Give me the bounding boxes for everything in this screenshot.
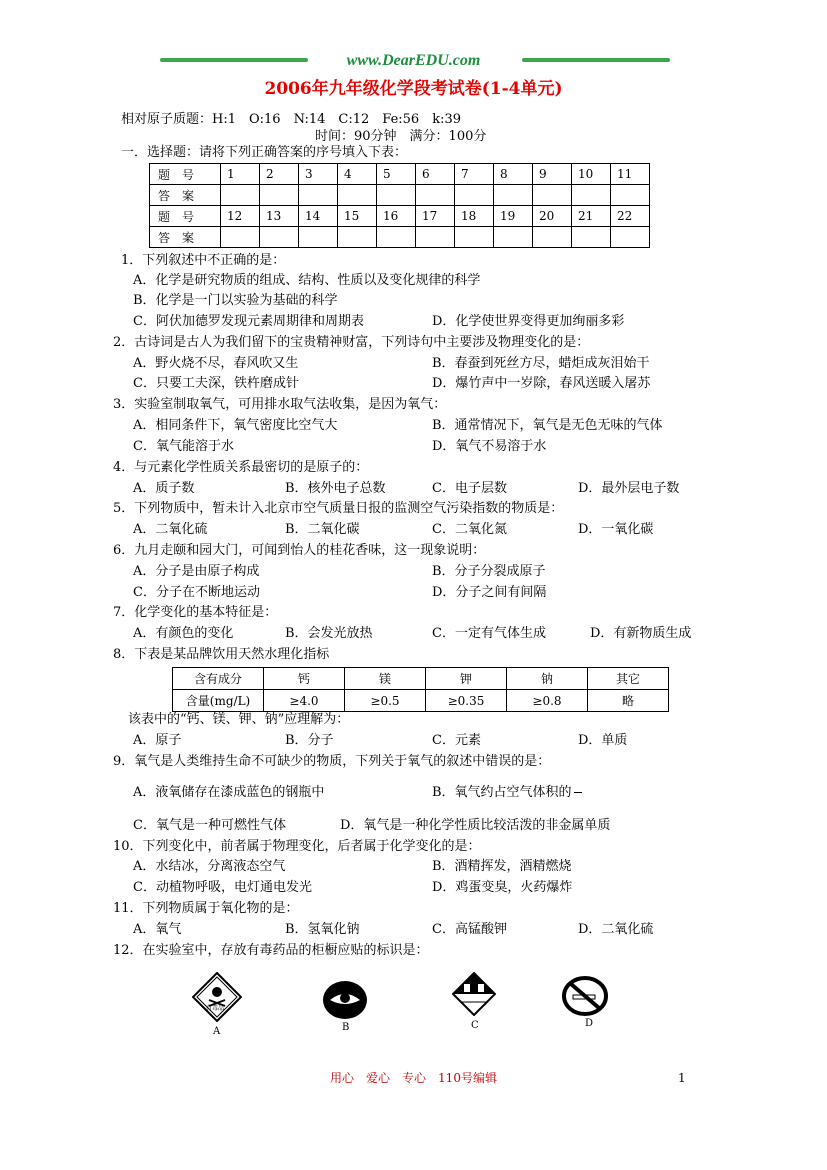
site-url[interactable]: www.DearEDU.com [346,52,481,69]
option: B．分子 [285,733,334,748]
sign-d[interactable] [562,976,610,1034]
question-5: 5．下列物质中，暂未计入北京市空气质量日报的监测空气污染指数的物质是： [113,501,564,516]
option: D．单质 [578,733,628,748]
option: C．电子层数 [432,481,507,496]
option: C．只要工夫深，铁杵磨成针 [133,376,299,391]
question-4: 4．与元素化学性质关系最密切的是原子的： [113,460,369,475]
option: A．质子数 [133,481,195,496]
question-8: 8．下表是某品牌饮用天然水理化指标 [113,647,330,662]
option: C．一定有气体生成 [432,626,546,641]
option: C．二氧化氮 [432,522,507,537]
question-7: 7．化学变化的基本特征是： [113,605,278,620]
option: D．爆竹声中一岁除，春风送暖入屠苏 [432,376,651,391]
water-table [172,667,669,712]
option: D．氧气是一种化学性质比较活泼的非金属单质 [340,818,611,833]
option: D．二氧化硫 [578,922,654,937]
option: D．化学使世界变得更加绚丽多彩 [432,314,625,329]
table-row [150,185,650,206]
table-row: 答 案 [150,227,650,248]
table-row: 含有成分 钙 镁 钾 钠 其它 [173,668,669,690]
option: B．氢氧化钠 [285,922,360,937]
option: B．化学是一门以实验为基础的科学 [133,293,338,308]
question-3: 3．实验室制取氧气，可用排水取气法收集，是因为氧气： [113,397,447,412]
sign-d-label: D [585,1018,594,1029]
option: C．氧气能溶于水 [133,439,234,454]
question-1: 1．下列叙述中不正确的是： [121,253,286,268]
option: B．分子分裂成原子 [432,564,546,579]
question-8-stem: 该表中的“钙、镁、钾、钠”应理解为： [128,712,350,727]
option: C．分子在不断地运动 [133,585,260,600]
option: D．最外层电子数 [578,481,680,496]
option: C．阿伏加德罗发现元素周期律和周期表 [133,314,364,329]
sign-b-label: B [342,1022,350,1033]
option: A．水结冰，分离液态空气 [133,859,286,874]
question-2: 2．古诗词是古人为我们留下的宝贵精神财富，下列诗句中主要涉及物理变化的是： [113,335,590,350]
question-6: 6．九月走颐和园大门，可闻到怡人的桂花香味，这一现象说明： [113,543,486,558]
corrosive-diamond-icon [452,972,496,1016]
option: B．二氧化碳 [285,522,360,537]
toxic-diamond-icon [192,972,242,1024]
page-number: 1 [678,1071,686,1085]
table-row: 题 号 12 13 14 15 16 17 18 19 20 21 22 [150,206,650,227]
sign-a[interactable] [192,972,242,1038]
question-10: 10．下列变化中，前者属于物理变化，后者属于化学变化的是： [113,839,481,854]
table-row: 题 号 1 2 3 4 5 6 7 8 9 10 11 [150,164,650,185]
exam-title: 2006年九年级化学段考试卷(1-4单元) [264,79,563,99]
option: C．高锰酸钾 [432,922,507,937]
option: D．分子之间有间隔 [432,585,547,600]
sign-c-label: C [471,1020,479,1031]
fraction-placeholder [574,792,582,793]
footer-text: 用心 爱心 专心 110号编辑 [330,1071,497,1085]
atomic-masses: 相对原子质题：H:1 O:16 N:14 C:12 Fe:56 k:39 [121,112,461,127]
option: D．一氧化碳 [578,522,654,537]
sign-a-label: A [213,1026,221,1037]
no-smoking-icon [562,976,608,1016]
option: B．通常情况下，氧气是无色无味的气体 [432,418,663,433]
row-label-num: 题 号 [150,164,221,185]
option: A．原子 [133,733,182,748]
option: B．氧气约占空气体积的 [432,786,582,801]
option: A．相同条件下，氧气密度比空气大 [133,418,338,433]
option: B．会发光放热 [285,626,373,641]
option: A．野火烧不尽，春风吹又生 [133,356,299,371]
table-row: 含量(mg/L) ≥4.0 ≥0.5 ≥0.35 ≥0.8 略 [173,690,669,712]
option: A．液氧储存在漆成蓝色的钢瓶中 [133,785,325,800]
option: A．氧气 [133,922,182,937]
exam-time: 时间：90分钟 满分：100分 [315,129,487,144]
question-11: 11．下列物质属于氧化物的是： [113,901,299,916]
option: C．动植物呼吸，电灯通电发光 [133,880,312,895]
option: D．鸡蛋变臭，火药爆炸 [432,880,573,895]
option: D．氧气不易溶于水 [432,439,547,454]
sign-c[interactable] [452,972,500,1034]
option: A．二氧化硫 [133,522,208,537]
answer-table [149,163,650,248]
row-label-ans: 答 案 [150,185,221,206]
option: A．化学是研究物质的组成、结构、性质以及变化规律的科学 [133,273,481,288]
option: A．分子是由原子构成 [133,564,260,579]
option: C．元素 [432,733,481,748]
option: D．有新物质生成 [590,626,692,641]
option: B．春蚕到死丝方尽，蜡炬成灰泪始干 [432,356,650,371]
option: C．氧气是一种可燃性气体 [133,818,286,833]
option: B．酒精挥发，酒精燃烧 [432,859,572,874]
section-heading: 一．选择题：请将下列正确答案的序号填入下表： [121,145,408,160]
sign-a-text: 有毒品 [206,1005,225,1012]
sign-b[interactable] [322,980,370,1038]
eye-hazard-icon [322,980,368,1020]
option: B．核外电子总数 [285,481,386,496]
question-12: 12．在实验室中，存放有毒药品的柜橱应贴的标识是： [113,943,429,958]
option: A．有颜色的变化 [133,626,234,641]
question-9: 9．氧气是人类维持生命不可缺少的物质，下列关于氧气的叙述中错误的是： [113,754,551,769]
